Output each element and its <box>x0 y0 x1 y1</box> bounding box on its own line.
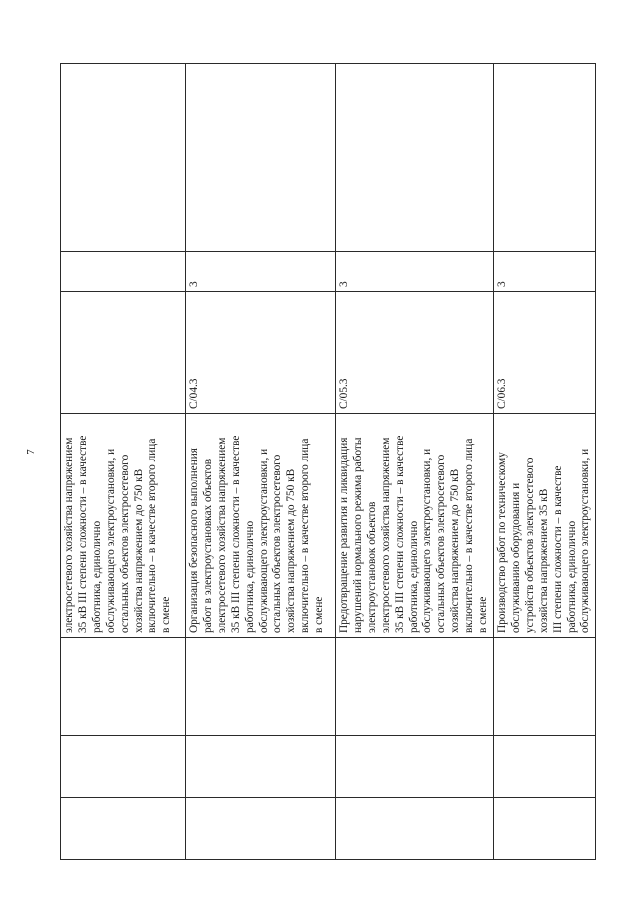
description-line: в смене <box>313 596 326 633</box>
description-line: устройств объектов электросетевого <box>523 457 536 633</box>
description-line: III степени сложности – в качестве <box>551 465 564 633</box>
description-line: обслуживающего электроустановки, и <box>421 448 434 633</box>
description-line: работника, единолично <box>90 520 103 633</box>
description-line: Предотвращение развития и ликвидация <box>338 437 350 633</box>
table-row <box>186 64 336 860</box>
description-line: включительно – в качестве второго лица <box>299 438 312 633</box>
description-line: работника, единолично <box>565 520 578 633</box>
description-line: электросетевого хозяйства напряжением <box>63 437 75 633</box>
empty-cell <box>493 64 595 252</box>
empty-cell <box>493 638 595 736</box>
description-line: электроустановок объектов <box>365 501 378 633</box>
description-line: электросетевого хозяйства напряжением <box>379 437 392 633</box>
empty-cell <box>336 64 494 252</box>
rotated-table-container <box>60 64 592 860</box>
description-line: включительно – в качестве второго лица <box>146 438 159 633</box>
qualification-level: 3 <box>336 252 494 292</box>
labor-functions-table <box>60 63 596 860</box>
table-row <box>61 64 186 860</box>
description-line: нарушений нормального режима работы <box>351 437 364 633</box>
function-description <box>186 414 336 638</box>
description-line: в смене <box>477 596 490 633</box>
function-code: С/06.3 <box>493 292 595 414</box>
table-row <box>336 64 494 860</box>
description-line: работника, единолично <box>407 520 420 633</box>
empty-cell <box>493 798 595 860</box>
empty-cell <box>186 798 336 860</box>
description-line: обслуживающего электроустановки, и <box>104 448 117 633</box>
page-number: 7 <box>24 449 37 455</box>
description-line: хозяйства напряжением до 750 кВ <box>285 468 298 633</box>
description-line: обслуживанию оборудования и <box>509 482 522 633</box>
function-description <box>493 414 595 638</box>
empty-cell <box>186 64 336 252</box>
qualification-level: 3 <box>186 252 336 292</box>
description-line: обслуживающего электроустановки, и <box>579 448 592 633</box>
description-line: хозяйства напряжением до 750 кВ <box>132 468 145 633</box>
empty-cell <box>493 736 595 798</box>
description-line: включительно – в качестве второго лица <box>463 438 476 633</box>
empty-cell <box>336 638 494 736</box>
empty-cell <box>61 64 186 252</box>
empty-cell <box>61 798 186 860</box>
function-description <box>61 414 186 638</box>
description-line: 35 кВ III степени сложности – в качестве <box>76 435 89 633</box>
description-line: 35 кВ III степени сложности – в качестве <box>229 435 242 633</box>
function-code: С/04.3 <box>186 292 336 414</box>
description-line: обслуживающего электроустановки, и <box>257 448 270 633</box>
function-description <box>336 414 494 638</box>
description-line: 35 кВ III степени сложности – в качестве <box>393 435 406 633</box>
description-line: хозяйства напряжением 35 кВ <box>537 488 550 633</box>
description-line: работ в электроустановках объектов <box>201 458 214 633</box>
qualification-level: 3 <box>493 252 595 292</box>
description-line: электросетевого хозяйства напряжением <box>215 437 228 633</box>
description-line: остальных объектов электросетевого <box>118 454 131 633</box>
description-line: остальных объектов электросетевого <box>271 454 284 633</box>
qualification-level <box>61 252 186 292</box>
description-line: хозяйства напряжением до 750 кВ <box>449 468 462 633</box>
description-line: Производство работ по техническому <box>495 452 508 633</box>
description-line: остальных объектов электросетевого <box>435 454 448 633</box>
description-line: Организация безопасного выполнения <box>188 448 200 633</box>
empty-cell <box>61 638 186 736</box>
description-line: в смене <box>160 596 173 633</box>
empty-cell <box>186 736 336 798</box>
empty-cell <box>336 736 494 798</box>
empty-cell <box>336 798 494 860</box>
function-code: С/05.3 <box>336 292 494 414</box>
description-line: работника, единолично <box>243 520 256 633</box>
empty-cell <box>186 638 336 736</box>
empty-cell <box>61 736 186 798</box>
table-row <box>493 64 595 860</box>
function-code <box>61 292 186 414</box>
